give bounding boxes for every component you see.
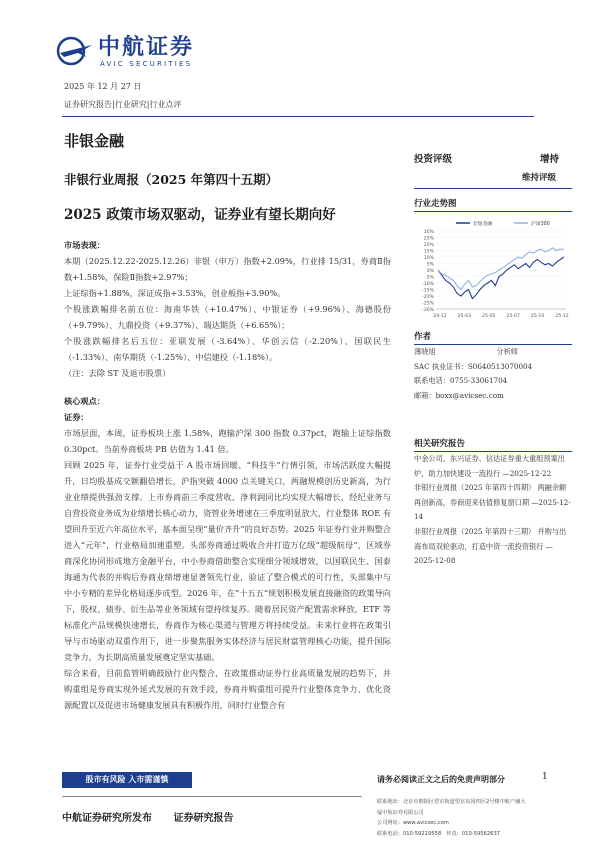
- y-tick-label: 30%: [423, 230, 434, 235]
- x-tick-label: 24-12: [433, 314, 447, 319]
- related-reports: [414, 452, 572, 569]
- contact-website[interactable]: 公司网址：www.avicsec.com: [377, 820, 449, 827]
- market-paragraph: 本期（2025.12.22-2025.12.26）非银（申万）指数+2.09%，行业排 15/31，券商Ⅱ指数+1.58%，保险Ⅱ指数+2.97%；: [64, 256, 391, 282]
- report-title: 非银行业周报（2025 年第四十五期）: [64, 172, 279, 187]
- legend-label: 沪深300: [531, 222, 550, 227]
- rating-divider: [414, 188, 572, 189]
- x-tick-label: 25-12: [555, 314, 569, 319]
- x-tick-label: 25-10: [530, 314, 545, 319]
- series-line-index: [438, 248, 564, 290]
- logo-english-name: AVIC SECURITIES: [100, 60, 193, 68]
- avic-logo-icon: [56, 36, 96, 66]
- rating-label: 投资评级: [414, 154, 453, 165]
- logo-chinese-name: 中航证券: [98, 35, 195, 60]
- core-paragraph: 市场层面，本周，证券板块上涨 1.58%，跑输沪深 300 指数 0.37pct，跑输上证综指数 0.30pct。当前券商板块 PB 估值为 1.41 倍。: [64, 428, 391, 454]
- chart-heading: 行业走势图: [414, 197, 572, 212]
- report-date: 2025 年 12 月 27 日: [64, 82, 142, 91]
- market-paragraph: 个股涨跌幅排名前五位：海南华铁（+10.47%）、中银证券（+9.96%）、海德股份（+9.79%）、九鼎投资（+9.37%）、瑞达期货（+6.65%）；: [64, 304, 391, 330]
- y-tick-label: -30%: [422, 308, 434, 313]
- related-heading: 相关研究报告: [414, 437, 572, 452]
- disclaimer-note: 请务必阅读正文之后的免责声明部分: [377, 775, 505, 784]
- contact-block: [377, 797, 577, 839]
- contact-address-cont: 厦中航证券有限公司: [377, 809, 424, 816]
- contact-address: 联系地址：北京市朝阳区望京街道望京东园四区2号楼中航产融大: [377, 799, 526, 805]
- footer-divider: [62, 796, 362, 797]
- report-type: 证券研究报告: [173, 813, 234, 824]
- page-number: 1: [542, 772, 548, 782]
- analyst-phone: 联系电话：0755-33061704: [414, 376, 508, 386]
- y-tick-label: 5%: [426, 262, 434, 268]
- x-tick-label: 25-05: [482, 314, 496, 319]
- core-paragraph: 综合来看，目前监管明确鼓励行业内整合，在政策推动证券行业高质量发展的趋势下，并购重组是券商实现外延式发展的有效手段，券商并购重组可提升行业整体竞争力、优化资源配置以及促进市场健康发展具有积极作用，同时行业整合有: [64, 668, 391, 710]
- y-tick-label: -25%: [422, 301, 434, 307]
- analyst-role: 分析师: [496, 347, 518, 356]
- related-report-item[interactable]: 非银行业周报（2025 年第四十三期） 并购与出海布局双轮驱动，打造中资一流投资银行 —2025-12-08: [414, 526, 567, 566]
- main-body: [64, 237, 391, 713]
- related-report-item[interactable]: 非银行业周报（2025 年第四十四期） 两融余额再创新高，券商迎来估值修复窗口期 —2025-12-14: [414, 483, 571, 522]
- industry-trend-chart: [414, 215, 572, 325]
- brand-logo: [56, 36, 194, 68]
- y-tick-label: -10%: [422, 282, 434, 287]
- market-paragraph: 上证综指+1.88%，深证成指+3.53%，创业板指+3.90%。: [64, 288, 286, 298]
- risk-banner: 股市有风险 入市需谨慎: [62, 772, 192, 788]
- core-heading: 核心观点：: [64, 396, 105, 406]
- y-tick-label: 15%: [423, 249, 434, 255]
- analyst-email[interactable]: 邮箱：boxx@avicsec.com: [414, 390, 504, 400]
- analyst-name: 薄晓旭: [414, 347, 436, 356]
- y-tick-label: 20%: [423, 243, 434, 248]
- x-tick-label: 25-03: [457, 314, 472, 319]
- y-tick-label: -20%: [422, 295, 434, 300]
- y-tick-label: 25%: [423, 236, 434, 242]
- y-tick-label: -5%: [425, 275, 434, 281]
- analyst-cert: SAC 执业证书：S0640513070004: [414, 361, 533, 371]
- x-tick-label: 25-07: [506, 314, 520, 319]
- y-tick-label: 10%: [423, 256, 434, 261]
- y-tick-label: 0%: [426, 269, 434, 274]
- contact-phone: 联系电话：010-59219558 传真：010-59562637: [377, 830, 501, 837]
- publisher: 中航证券研究所发布: [62, 813, 152, 824]
- rating-maintain: 维持评级: [522, 173, 557, 183]
- market-note: （注：去除 ST 及退市股票）: [64, 368, 171, 378]
- report-categories: 证券研究报告|行业研究|行业点评: [64, 100, 182, 109]
- legend-label: 非银金融: [473, 222, 493, 227]
- report-headline: 2025 政策市场双驱动，证券业有望长期向好: [64, 207, 336, 223]
- rating-value: 增持: [540, 154, 560, 165]
- series-line-sector: [438, 257, 564, 299]
- core-paragraph: 回顾 2025 年，证券行业受益于 A 股市场回暖、“科技牛”行情引领，市场活跃度大幅提升，日均股基成交额翻倍增长，沪指突破 4000 点关键关口，两融规模创历史新高，为行业业绩提供强劲支撑。上市券商前三季度营收、净利润同比均实现大幅增长，经纪业务与自营投资业务成为业绩增长核心动力，资管业务增速在三季度明显放大，行业整体 ROE 有望回升至近六年高位水平，基本面呈现“量价齐升”的良好态势。2025 年证券行业并购整合进入“元年”，行业格局加速重塑。头部券商通过吸收合并打造万亿级“超级航母”，区域券商深化协同形成地方金融平台，中小券商借助整合实现细分领域增效，以国联民生、国泰海通为代表的并购后券商业绩增速显著领先行业，验证了整合模式的可行性，头部集中与中小专精的差异化格局逐步成型。2026 年，在“十五五”规划积极发展直接融资的政策导向下，股权、债券、衍生品等业务领域有望持续复苏。随着居民资产配置需求释放，ETF 等标准化产品规模快速增长，券商作为核心渠道与管理方将持续受益。未来行业将在政策引导与市场驱动双重作用下，进一步聚焦服务实体经济与居民财富管理核心功能，提升国际竞争力，为长期高质量发展奠定坚实基础。: [64, 460, 391, 662]
- publisher-line: [62, 809, 251, 824]
- market-heading: 市场表现：: [64, 240, 105, 250]
- header-divider: [62, 116, 534, 117]
- analyst-heading: 作者: [414, 330, 572, 345]
- market-paragraph: 个股涨跌幅排名后五位：亚联发展（-3.64%）、华创云信（-2.20%）、国联民生（-1.33%）、南华期货（-1.25%）、中信建投（-1.18%）。: [64, 336, 391, 362]
- y-tick-label: -15%: [422, 288, 434, 294]
- analyst-info: [414, 345, 572, 403]
- sector-title: 非银金融: [64, 132, 125, 150]
- securities-heading: 证券：: [64, 412, 89, 422]
- related-report-item[interactable]: 中金公司、东兴证券、信达证券重大重组预案出炉，助力加快建设一流投行 —2025-12-22: [414, 454, 565, 478]
